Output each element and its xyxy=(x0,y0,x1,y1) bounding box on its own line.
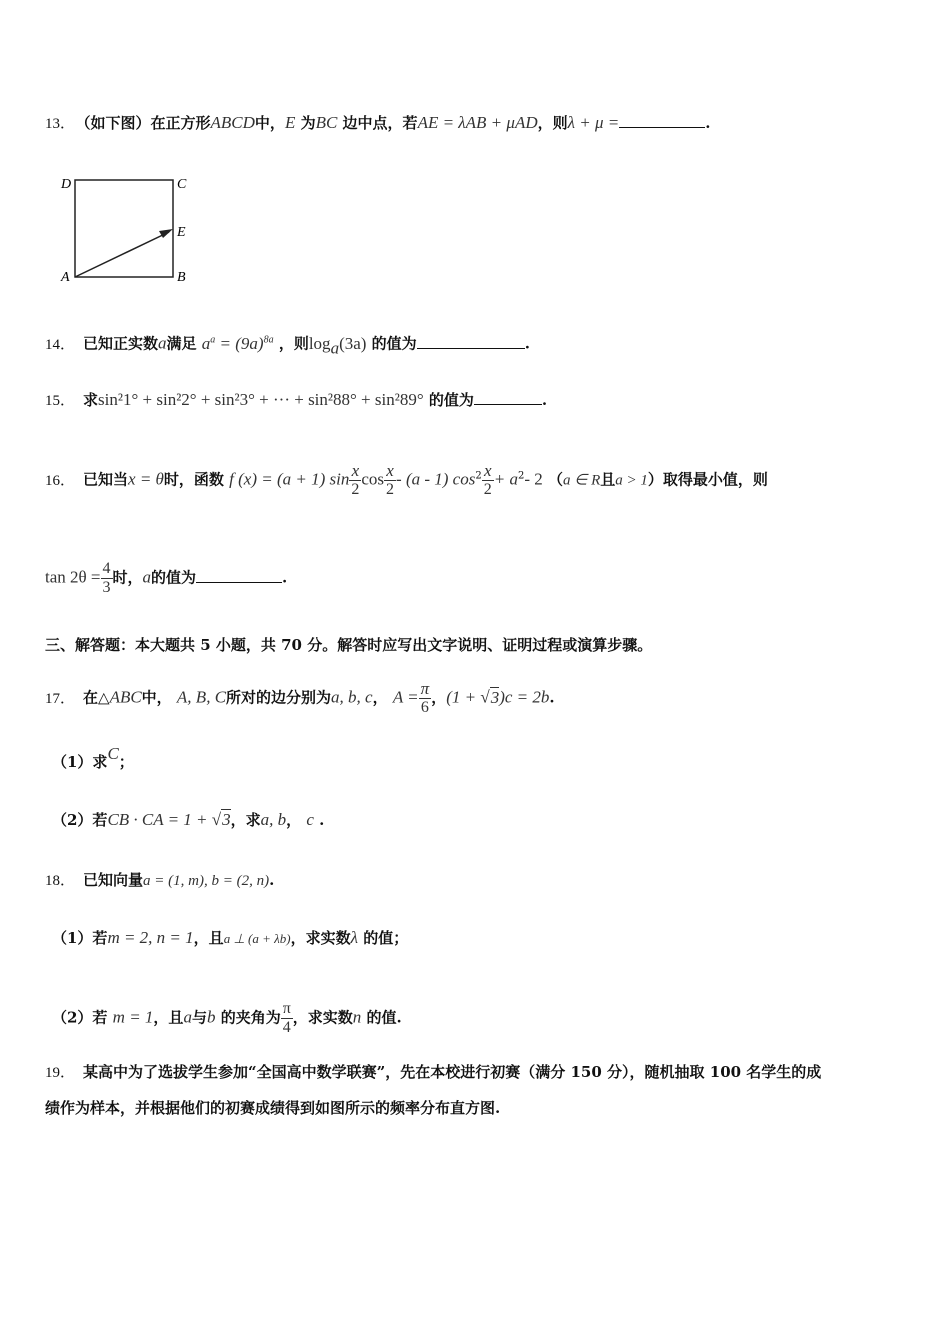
q13-math-vector-eq: AE = λAB + μAD xyxy=(417,113,538,132)
section-heading-3: 三、解答题：本大题共 5 小题，共 70 分。解答时应写出文字说明、证明过程或演算步骤。 xyxy=(45,636,653,654)
q14-log xyxy=(308,333,367,358)
q16-func-cos: cos xyxy=(361,469,385,489)
question-14 xyxy=(45,330,530,358)
question-number: 14． xyxy=(45,336,76,353)
q17-text-1: 在△ xyxy=(83,688,110,707)
q19-line-1: 某高中为了选拔学生参加“全国高中数学联赛”，先在本校进行初赛（满分 150 分），随机抽取 100 名学生的成 xyxy=(83,1063,822,1081)
q14-rhs: = (9a) xyxy=(215,333,264,353)
q17-p2-text: ，求 xyxy=(230,811,261,829)
question-18-part-1 xyxy=(52,928,408,949)
q17-rel-part2: )c = 2b xyxy=(499,687,550,707)
q13-text-4: 边中点，若 xyxy=(342,114,418,132)
q16-math-theta: x = θ xyxy=(128,469,164,489)
q14-log-arg: (3a) xyxy=(339,333,367,353)
q14-log-base: a xyxy=(330,338,340,358)
q18-p2-frac xyxy=(281,1000,293,1037)
answer-blank[interactable] xyxy=(417,334,525,349)
q16-cond-math-1: a ∈ R xyxy=(563,472,601,489)
q17-p1-end: ； xyxy=(118,753,134,771)
frac-numerator: π xyxy=(282,1000,291,1017)
q17-p2-b: , b xyxy=(269,810,287,829)
q17-p1-label: （1）求 xyxy=(52,753,108,771)
q13-math-bc: BC xyxy=(315,113,338,132)
q16-frac-2 xyxy=(384,462,396,499)
question-number: 18． xyxy=(45,873,76,889)
q18-p2-text-5: 的值. xyxy=(366,1008,402,1027)
q17-p2-dot: CB · CA = 1 + xyxy=(107,810,212,829)
q18-p1-math: m = 2, n = 1 xyxy=(107,928,194,947)
q18-p1-text-2: ，求实数 xyxy=(290,929,351,947)
q16-l2-math-a: a xyxy=(142,567,152,587)
frac-numerator: 4 xyxy=(102,560,111,577)
square-diagram xyxy=(55,170,205,294)
vector-ae xyxy=(75,232,169,277)
q17-frac-pi6 xyxy=(419,680,432,717)
arrow-head-icon xyxy=(159,229,173,238)
question-19 xyxy=(45,1062,821,1083)
q16-end: . xyxy=(282,568,288,587)
question-17 xyxy=(45,680,555,717)
q16-l2-text-1: 时， xyxy=(112,568,143,587)
q13-math-square: ABCD xyxy=(210,113,255,132)
question-number: 19． xyxy=(45,1065,76,1081)
q13-text-3: 为 xyxy=(300,114,316,132)
q17-relation: (1 + √3)c = 2b xyxy=(446,687,550,707)
q13-text-5: ，则 xyxy=(537,114,568,132)
label-d: D xyxy=(61,177,72,192)
frac-denominator: 4 xyxy=(282,1019,291,1036)
q17-end: . xyxy=(549,688,555,707)
question-15 xyxy=(45,390,547,411)
frac-denominator: 6 xyxy=(420,699,429,716)
q17-p2-end: . xyxy=(319,811,325,829)
question-18 xyxy=(45,870,274,891)
question-number: 13． xyxy=(45,116,76,132)
q14-text-2: 满足 xyxy=(166,334,197,353)
question-19-line-2 xyxy=(45,1098,500,1118)
q18-p2-n: n xyxy=(352,1007,362,1027)
label-c: C xyxy=(177,177,187,192)
q19-line-2: 绩作为样本，并根据他们的初赛成绩得到如图所示的频率分布直方图. xyxy=(45,1099,501,1117)
q17-math-sides: a, b, c xyxy=(331,687,373,707)
question-17-part-2 xyxy=(52,810,324,830)
frac-numerator: x xyxy=(482,462,494,481)
q17-p2-comma: ， xyxy=(286,811,302,829)
answer-blank[interactable] xyxy=(196,568,282,583)
q16-frac-1 xyxy=(349,462,361,499)
frac-denominator: 2 xyxy=(483,481,492,498)
q18-p1-text: ，且 xyxy=(193,929,224,947)
q18-p2-text-4: ，求实数 xyxy=(292,1008,353,1027)
q14-text-1: 已知正实数 xyxy=(83,334,159,353)
q14-equation xyxy=(202,334,274,353)
q15-math-sum: sin²1° + sin²2° + sin²3° + ··· + sin²88° + sin²89° xyxy=(98,390,424,409)
q16-cond-math-2: a > 1 xyxy=(615,472,648,489)
q14-exp: a xyxy=(210,334,216,345)
q17-p2-sqrt: 3 xyxy=(222,810,231,829)
question-16: 16． 已知当x = θ时，函数 f (x) = (a + 1) sin $\frac{x}{2}$ cos $\frac{x}{2}$ - (a - 1) $\cos^2$ $\frac{x}{2}$ + $a^2-$ 2 （a ∈ R且a > 1）取得最小值，则 xyxy=(45,461,768,498)
q18-p1-perp: a ⊥ (a + λb) xyxy=(223,931,291,946)
q14-text-4: 的值为 xyxy=(371,334,417,353)
square-outline xyxy=(75,180,173,277)
q16-tan-frac xyxy=(101,560,113,597)
q17-rel-sqrt: 3 xyxy=(490,687,500,707)
q16-text-1: 已知当 xyxy=(83,470,129,489)
q16-tan-label: tan 2θ = xyxy=(45,567,101,587)
q18-p1-text-3: 的值； xyxy=(363,929,409,947)
q17-math-abc: ABC xyxy=(109,687,142,707)
q18-p2-text-3: 的夹角为 xyxy=(220,1008,281,1027)
q18-text-1: 已知向量 xyxy=(83,871,144,889)
q18-p1-lambda: λ xyxy=(350,928,358,947)
q13-math-e: E xyxy=(284,113,296,132)
q14-end: . xyxy=(524,334,530,353)
q15-text-1: 求 xyxy=(83,391,99,409)
label-e: E xyxy=(177,225,186,240)
q14-math-a: a xyxy=(158,333,167,353)
q16-cond-open: （ xyxy=(547,470,563,489)
q18-p2-text-2: 与 xyxy=(191,1008,207,1027)
q18-math-vectors: a = (1, m), b = (2, n) xyxy=(143,873,270,889)
q16-func-part4: - 2 xyxy=(524,469,543,489)
q14-text-3: ，则 xyxy=(278,334,309,353)
square-abcd-figure xyxy=(55,170,205,290)
q16-func-part1: f (x) = (a + 1) sin xyxy=(229,469,350,489)
frac-numerator: π xyxy=(420,679,430,698)
question-17-part-1 xyxy=(52,744,134,772)
q16-func-part2: - (a - 1) cos xyxy=(396,469,476,489)
frac-denominator: 2 xyxy=(351,481,360,498)
q16-func-part3: + a xyxy=(493,469,518,489)
question-13 xyxy=(45,113,710,134)
answer-blank[interactable] xyxy=(474,390,542,405)
q17-text-3: 所对的边分别为 xyxy=(226,688,332,707)
q13-text-2: 中， xyxy=(254,114,285,132)
frac-denominator: 3 xyxy=(102,579,111,596)
q17-rel-part1: (1 + xyxy=(446,687,481,707)
q18-p2-text: ，且 xyxy=(153,1008,184,1027)
q18-p2-a: a xyxy=(183,1007,192,1027)
q17-math-a-eq: A = xyxy=(392,687,419,707)
question-number: 15． xyxy=(45,393,76,409)
q16-l2-text-2: 的值为 xyxy=(151,568,197,587)
question-number: 16． xyxy=(45,472,76,489)
q18-end: . xyxy=(269,871,275,889)
q17-p2-c: c xyxy=(306,810,314,829)
q13-end: . xyxy=(705,114,711,132)
frac-numerator: x xyxy=(384,462,396,481)
q17-text-4: ， xyxy=(372,688,388,707)
q17-p2-label: （2）若 xyxy=(52,811,108,829)
q13-text-1: （如下图）在正方形 xyxy=(83,114,211,132)
q15-text-2: 的值为 xyxy=(428,391,474,409)
question-16-line-2 xyxy=(45,560,287,597)
q17-p2-a: a xyxy=(260,810,270,829)
q18-p2-math: m = 1 xyxy=(112,1007,154,1027)
q18-p2-b: b xyxy=(206,1007,216,1027)
question-number: 17． xyxy=(45,690,76,707)
q14-base: a xyxy=(201,333,211,353)
answer-blank[interactable] xyxy=(619,113,705,128)
q14-exp2: 8a xyxy=(263,334,274,345)
q16-frac-3 xyxy=(482,462,494,499)
q16-tan-expr xyxy=(45,568,101,587)
label-a: A xyxy=(61,270,70,285)
q13-math-sum: λ + μ = xyxy=(567,113,620,132)
q17-text-2: 中， xyxy=(141,688,172,707)
q18-p2-label: （2）若 xyxy=(52,1008,108,1027)
question-18-part-2 xyxy=(52,1000,402,1037)
q18-p1-label: （1）若 xyxy=(52,929,108,947)
q17-math-angles: A, B, C xyxy=(176,687,227,707)
q15-end: . xyxy=(541,391,548,409)
q17-text-5: ， xyxy=(431,688,447,707)
q17-p2-expr: CB · CA = 1 + √3 xyxy=(107,810,231,829)
q17-p1-math: C xyxy=(107,744,119,763)
frac-numerator: x xyxy=(349,462,361,481)
q16-cond-text: 且 xyxy=(600,470,616,489)
label-b: B xyxy=(177,270,186,285)
q16-cond-close: ）取得最小值，则 xyxy=(647,470,768,489)
frac-denominator: 2 xyxy=(386,481,395,498)
q14-log-word: log xyxy=(308,333,331,353)
q16-text-2: 时，函数 xyxy=(163,470,224,489)
